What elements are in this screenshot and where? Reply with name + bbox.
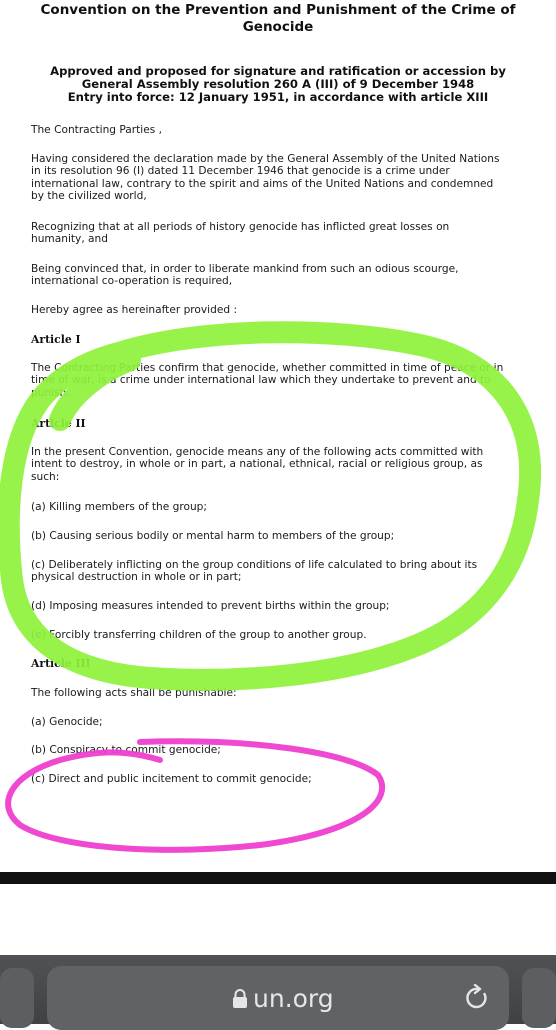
article-3-item-a: (a) Genocide; xyxy=(31,716,103,728)
article-2-item-c: (c) Deliberately inflicting on the group conditions of life calculated to bring about its physical destruction in whole or in part; xyxy=(31,559,478,584)
article-3-item-c: (c) Direct and public incitement to commit genocide; xyxy=(31,773,312,785)
preamble-being: Being convinced that, in order to liberate mankind from such an odious scourge, international co-operation is required, xyxy=(31,263,459,288)
approval-info: Approved and proposed for signature and ratification or accession by General Assembly resolution 260 A (III) of 9 December 1948 Entry into force: 12 January 1951, in accordance with article XIII xyxy=(50,64,506,104)
preamble-parties: The Contracting Parties , xyxy=(31,124,163,136)
preamble-recognizing: Recognizing that at all periods of history genocide has inflicted great losses on humanity, and xyxy=(31,221,450,246)
article-2-item-e: (e) Forcibly transferring children of the group to another group. xyxy=(31,629,367,641)
article-1-text: The Contracting Parties confirm that genocide, whether committed in time of peace or in time of war, is a crime under international law which they undertake to prevent and to punish. xyxy=(31,362,504,399)
article-2-heading: Article II xyxy=(31,417,86,430)
article-2-item-d: (d) Imposing measures intended to prevent births within the group; xyxy=(31,600,390,612)
preamble-having: Having considered the declaration made by the General Assembly of the United Nations in its resolution 96 (I) dated 11 December 1946 that genocide is a crime under international law, contrary to the spirit and aims of the United Nations and condemned by the civilized world, xyxy=(31,153,500,203)
url-text[interactable]: un.org xyxy=(253,984,334,1013)
previous-tab-edge[interactable] xyxy=(0,968,34,1028)
article-3-item-b: (b) Conspiracy to commit genocide; xyxy=(31,744,221,756)
article-1-heading: Article I xyxy=(31,333,81,346)
reload-icon[interactable] xyxy=(464,984,490,1012)
document-title: Convention on the Prevention and Punishment of the Crime of Genocide xyxy=(40,2,516,35)
article-3-heading: Article III xyxy=(31,657,91,670)
article-2-intro: In the present Convention, genocide means any of the following acts committed with intent to destroy, in whole or in part, a national, ethnical, racial or religious group, as such: xyxy=(31,446,484,483)
page-divider xyxy=(0,872,556,884)
next-tab-edge[interactable] xyxy=(522,968,556,1028)
lock-icon xyxy=(232,989,248,1009)
article-3-intro: The following acts shall be punishable: xyxy=(31,687,237,699)
article-2-item-a: (a) Killing members of the group; xyxy=(31,501,207,513)
article-2-item-b: (b) Causing serious bodily or mental harm to members of the group; xyxy=(31,530,395,542)
preamble-hereby: Hereby agree as hereinafter provided : xyxy=(31,304,238,316)
